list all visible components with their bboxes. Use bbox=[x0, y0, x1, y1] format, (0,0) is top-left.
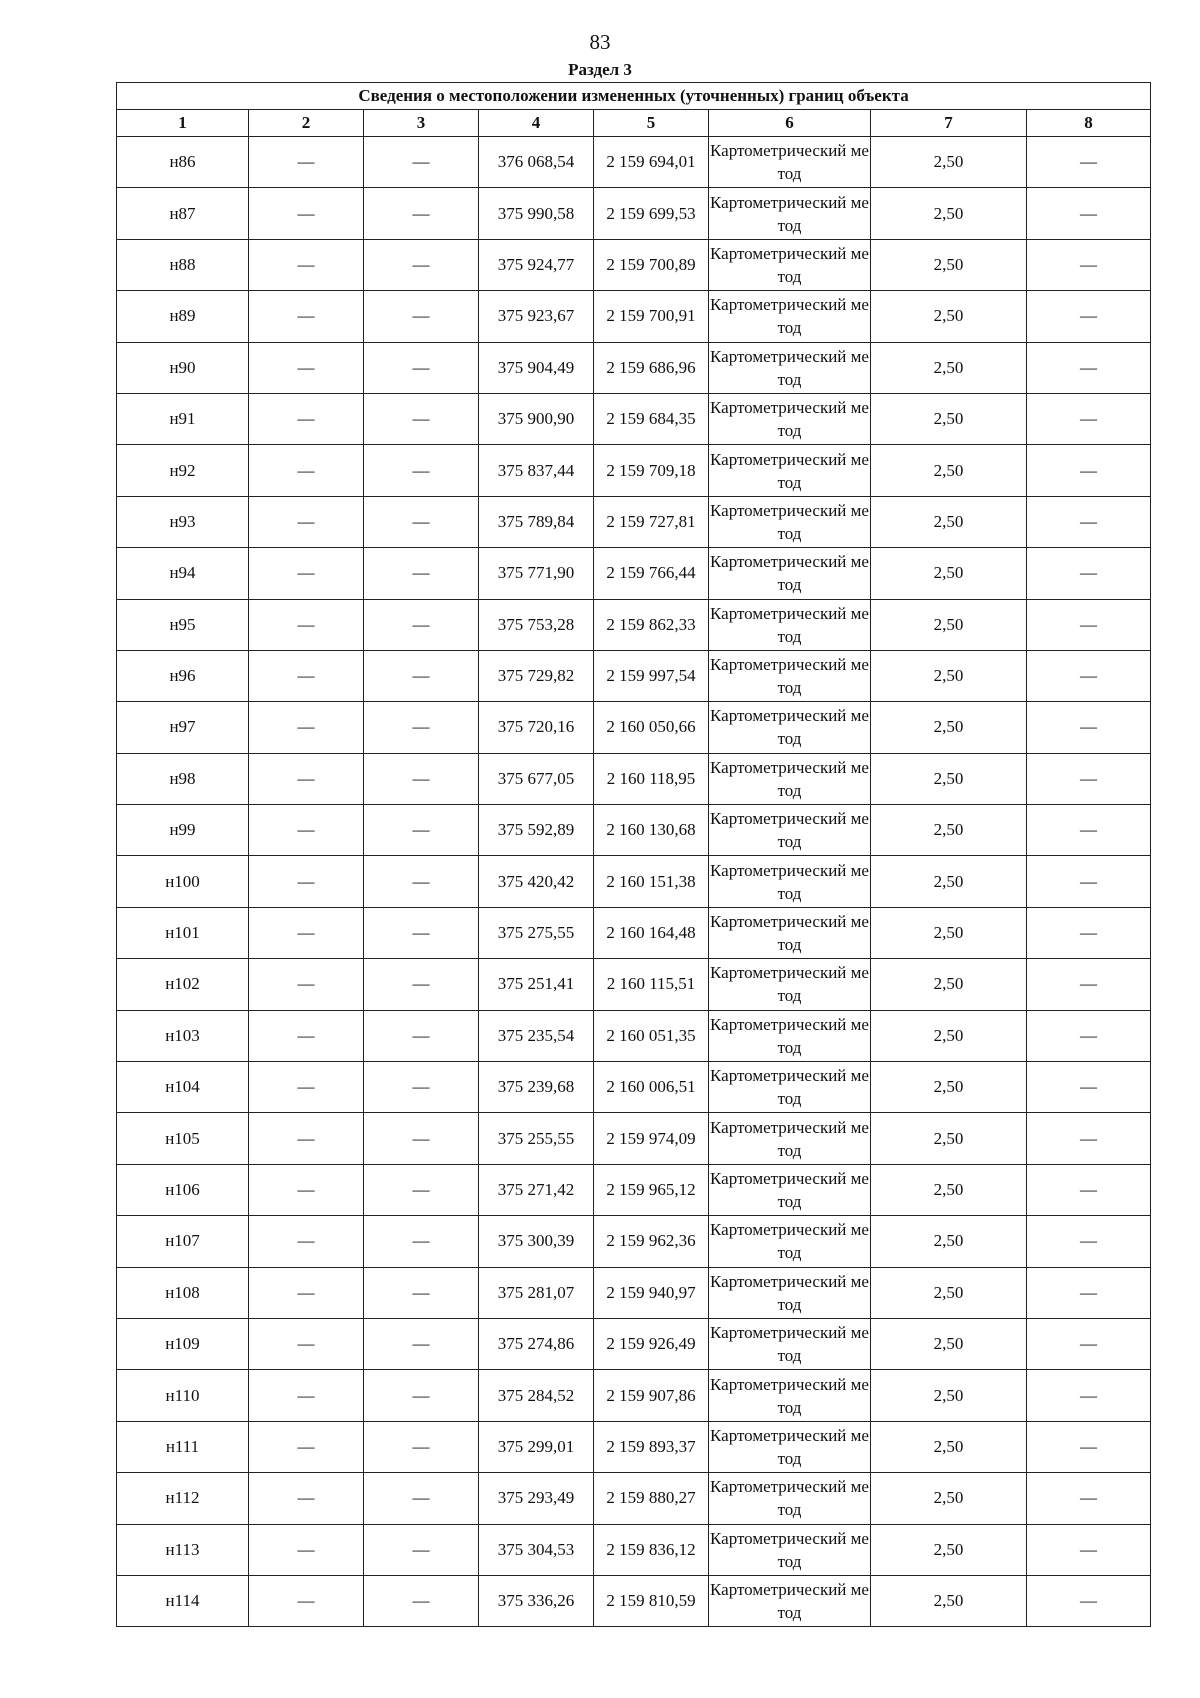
column-2-cell: — bbox=[249, 1524, 364, 1575]
accuracy-cell: 2,50 bbox=[871, 393, 1027, 444]
column-8-cell: — bbox=[1027, 548, 1151, 599]
accuracy-cell: 2,50 bbox=[871, 188, 1027, 239]
column-8-cell: — bbox=[1027, 907, 1151, 958]
column-3-cell: — bbox=[364, 445, 479, 496]
table-row bbox=[117, 1575, 1151, 1626]
accuracy-cell: 2,50 bbox=[871, 1473, 1027, 1524]
accuracy-cell: 2,50 bbox=[871, 1267, 1027, 1318]
x-coordinate-cell: 375 251,41 bbox=[479, 959, 594, 1010]
column-number-cell: 4 bbox=[479, 110, 594, 137]
column-2-cell: — bbox=[249, 496, 364, 547]
column-2-cell: — bbox=[249, 1113, 364, 1164]
column-3-cell: — bbox=[364, 753, 479, 804]
accuracy-cell: 2,50 bbox=[871, 1318, 1027, 1369]
x-coordinate-cell: 375 281,07 bbox=[479, 1267, 594, 1318]
method-cell: Картометрический метод bbox=[709, 1421, 871, 1472]
table-row bbox=[117, 548, 1151, 599]
column-3-cell: — bbox=[364, 805, 479, 856]
y-coordinate-cell: 2 160 118,95 bbox=[594, 753, 709, 804]
y-coordinate-cell: 2 159 926,49 bbox=[594, 1318, 709, 1369]
column-2-cell: — bbox=[249, 1370, 364, 1421]
column-3-cell: — bbox=[364, 1010, 479, 1061]
accuracy-cell: 2,50 bbox=[871, 342, 1027, 393]
method-cell: Картометрический метод bbox=[709, 1473, 871, 1524]
column-8-cell: — bbox=[1027, 291, 1151, 342]
accuracy-cell: 2,50 bbox=[871, 599, 1027, 650]
x-coordinate-cell: 375 235,54 bbox=[479, 1010, 594, 1061]
column-2-cell: — bbox=[249, 137, 364, 188]
accuracy-cell: 2,50 bbox=[871, 1216, 1027, 1267]
column-8-cell: — bbox=[1027, 137, 1151, 188]
column-3-cell: — bbox=[364, 1216, 479, 1267]
method-cell: Картометрический метод bbox=[709, 702, 871, 753]
method-cell: Картометрический метод bbox=[709, 137, 871, 188]
column-number-cell: 1 bbox=[117, 110, 249, 137]
column-8-cell: — bbox=[1027, 1421, 1151, 1472]
column-8-cell: — bbox=[1027, 650, 1151, 701]
column-2-cell: — bbox=[249, 548, 364, 599]
table-row bbox=[117, 856, 1151, 907]
accuracy-cell: 2,50 bbox=[871, 907, 1027, 958]
point-number-cell: н114 bbox=[117, 1575, 249, 1626]
method-cell: Картометрический метод bbox=[709, 496, 871, 547]
x-coordinate-cell: 375 771,90 bbox=[479, 548, 594, 599]
table-row bbox=[117, 239, 1151, 290]
column-2-cell: — bbox=[249, 1062, 364, 1113]
accuracy-cell: 2,50 bbox=[871, 137, 1027, 188]
x-coordinate-cell: 375 923,67 bbox=[479, 291, 594, 342]
x-coordinate-cell: 375 299,01 bbox=[479, 1421, 594, 1472]
point-number-cell: н113 bbox=[117, 1524, 249, 1575]
column-number-cell: 8 bbox=[1027, 110, 1151, 137]
method-cell: Картометрический метод bbox=[709, 907, 871, 958]
column-2-cell: — bbox=[249, 805, 364, 856]
x-coordinate-cell: 375 837,44 bbox=[479, 445, 594, 496]
method-cell: Картометрический метод bbox=[709, 1524, 871, 1575]
accuracy-cell: 2,50 bbox=[871, 1164, 1027, 1215]
method-cell: Картометрический метод bbox=[709, 959, 871, 1010]
column-8-cell: — bbox=[1027, 1524, 1151, 1575]
accuracy-cell: 2,50 bbox=[871, 496, 1027, 547]
method-cell: Картометрический метод bbox=[709, 1062, 871, 1113]
x-coordinate-cell: 375 271,42 bbox=[479, 1164, 594, 1215]
y-coordinate-cell: 2 159 893,37 bbox=[594, 1421, 709, 1472]
column-2-cell: — bbox=[249, 753, 364, 804]
y-coordinate-cell: 2 159 766,44 bbox=[594, 548, 709, 599]
method-cell: Картометрический метод bbox=[709, 753, 871, 804]
method-cell: Картометрический метод bbox=[709, 342, 871, 393]
point-number-cell: н95 bbox=[117, 599, 249, 650]
table-row bbox=[117, 805, 1151, 856]
column-3-cell: — bbox=[364, 1164, 479, 1215]
point-number-cell: н112 bbox=[117, 1473, 249, 1524]
method-cell: Картометрический метод bbox=[709, 1318, 871, 1369]
accuracy-cell: 2,50 bbox=[871, 1113, 1027, 1164]
column-8-cell: — bbox=[1027, 959, 1151, 1010]
table-row bbox=[117, 1267, 1151, 1318]
point-number-cell: н87 bbox=[117, 188, 249, 239]
point-number-cell: н106 bbox=[117, 1164, 249, 1215]
accuracy-cell: 2,50 bbox=[871, 650, 1027, 701]
method-cell: Картометрический метод bbox=[709, 1575, 871, 1626]
table-row bbox=[117, 291, 1151, 342]
x-coordinate-cell: 375 239,68 bbox=[479, 1062, 594, 1113]
column-3-cell: — bbox=[364, 650, 479, 701]
x-coordinate-cell: 375 293,49 bbox=[479, 1473, 594, 1524]
y-coordinate-cell: 2 160 164,48 bbox=[594, 907, 709, 958]
column-3-cell: — bbox=[364, 1062, 479, 1113]
accuracy-cell: 2,50 bbox=[871, 445, 1027, 496]
y-coordinate-cell: 2 159 684,35 bbox=[594, 393, 709, 444]
accuracy-cell: 2,50 bbox=[871, 702, 1027, 753]
column-2-cell: — bbox=[249, 907, 364, 958]
y-coordinate-cell: 2 159 700,91 bbox=[594, 291, 709, 342]
column-2-cell: — bbox=[249, 239, 364, 290]
y-coordinate-cell: 2 160 050,66 bbox=[594, 702, 709, 753]
y-coordinate-cell: 2 159 727,81 bbox=[594, 496, 709, 547]
column-2-cell: — bbox=[249, 1575, 364, 1626]
column-3-cell: — bbox=[364, 1370, 479, 1421]
y-coordinate-cell: 2 159 965,12 bbox=[594, 1164, 709, 1215]
table-row bbox=[117, 137, 1151, 188]
method-cell: Картометрический метод bbox=[709, 239, 871, 290]
y-coordinate-cell: 2 160 130,68 bbox=[594, 805, 709, 856]
page-number: 83 bbox=[589, 30, 611, 54]
y-coordinate-cell: 2 160 151,38 bbox=[594, 856, 709, 907]
point-number-cell: н109 bbox=[117, 1318, 249, 1369]
point-number-cell: н107 bbox=[117, 1216, 249, 1267]
column-8-cell: — bbox=[1027, 1318, 1151, 1369]
column-2-cell: — bbox=[249, 1164, 364, 1215]
column-8-cell: — bbox=[1027, 239, 1151, 290]
column-3-cell: — bbox=[364, 548, 479, 599]
column-8-cell: — bbox=[1027, 1113, 1151, 1164]
method-cell: Картометрический метод bbox=[709, 548, 871, 599]
column-number-cell: 2 bbox=[249, 110, 364, 137]
point-number-cell: н96 bbox=[117, 650, 249, 701]
point-number-cell: н91 bbox=[117, 393, 249, 444]
point-number-cell: н101 bbox=[117, 907, 249, 958]
column-3-cell: — bbox=[364, 702, 479, 753]
column-8-cell: — bbox=[1027, 393, 1151, 444]
point-number-cell: н92 bbox=[117, 445, 249, 496]
y-coordinate-cell: 2 159 862,33 bbox=[594, 599, 709, 650]
table-row bbox=[117, 1062, 1151, 1113]
accuracy-cell: 2,50 bbox=[871, 753, 1027, 804]
method-cell: Картометрический метод bbox=[709, 1113, 871, 1164]
point-number-cell: н103 bbox=[117, 1010, 249, 1061]
method-cell: Картометрический метод bbox=[709, 1370, 871, 1421]
method-cell: Картометрический метод bbox=[709, 1010, 871, 1061]
section-title: Раздел 3 bbox=[568, 60, 632, 79]
column-2-cell: — bbox=[249, 1216, 364, 1267]
column-8-cell: — bbox=[1027, 753, 1151, 804]
column-8-cell: — bbox=[1027, 1575, 1151, 1626]
column-3-cell: — bbox=[364, 1267, 479, 1318]
column-8-cell: — bbox=[1027, 1370, 1151, 1421]
column-2-cell: — bbox=[249, 291, 364, 342]
column-8-cell: — bbox=[1027, 599, 1151, 650]
point-number-cell: н108 bbox=[117, 1267, 249, 1318]
x-coordinate-cell: 375 275,55 bbox=[479, 907, 594, 958]
x-coordinate-cell: 375 904,49 bbox=[479, 342, 594, 393]
point-number-cell: н97 bbox=[117, 702, 249, 753]
y-coordinate-cell: 2 159 940,97 bbox=[594, 1267, 709, 1318]
y-coordinate-cell: 2 160 006,51 bbox=[594, 1062, 709, 1113]
column-2-cell: — bbox=[249, 702, 364, 753]
accuracy-cell: 2,50 bbox=[871, 239, 1027, 290]
method-cell: Картометрический метод bbox=[709, 650, 871, 701]
y-coordinate-cell: 2 159 836,12 bbox=[594, 1524, 709, 1575]
point-number-cell: н102 bbox=[117, 959, 249, 1010]
column-number-cell: 6 bbox=[709, 110, 871, 137]
column-2-cell: — bbox=[249, 1267, 364, 1318]
y-coordinate-cell: 2 160 115,51 bbox=[594, 959, 709, 1010]
table-row bbox=[117, 1524, 1151, 1575]
x-coordinate-cell: 375 336,26 bbox=[479, 1575, 594, 1626]
column-3-cell: — bbox=[364, 496, 479, 547]
table-row bbox=[117, 1164, 1151, 1215]
y-coordinate-cell: 2 159 810,59 bbox=[594, 1575, 709, 1626]
y-coordinate-cell: 2 159 880,27 bbox=[594, 1473, 709, 1524]
table-row bbox=[117, 445, 1151, 496]
point-number-cell: н111 bbox=[117, 1421, 249, 1472]
column-3-cell: — bbox=[364, 291, 479, 342]
x-coordinate-cell: 375 900,90 bbox=[479, 393, 594, 444]
y-coordinate-cell: 2 159 686,96 bbox=[594, 342, 709, 393]
column-number-row bbox=[117, 110, 1151, 137]
x-coordinate-cell: 375 990,58 bbox=[479, 188, 594, 239]
method-cell: Картометрический метод bbox=[709, 445, 871, 496]
column-2-cell: — bbox=[249, 599, 364, 650]
column-8-cell: — bbox=[1027, 342, 1151, 393]
column-8-cell: — bbox=[1027, 496, 1151, 547]
column-3-cell: — bbox=[364, 1473, 479, 1524]
x-coordinate-cell: 375 753,28 bbox=[479, 599, 594, 650]
point-number-cell: н104 bbox=[117, 1062, 249, 1113]
column-number-cell: 5 bbox=[594, 110, 709, 137]
column-8-cell: — bbox=[1027, 856, 1151, 907]
column-3-cell: — bbox=[364, 188, 479, 239]
column-2-cell: — bbox=[249, 1010, 364, 1061]
x-coordinate-cell: 375 300,39 bbox=[479, 1216, 594, 1267]
method-cell: Картометрический метод bbox=[709, 1216, 871, 1267]
table-row bbox=[117, 1370, 1151, 1421]
column-3-cell: — bbox=[364, 1421, 479, 1472]
table-row bbox=[117, 1113, 1151, 1164]
y-coordinate-cell: 2 160 051,35 bbox=[594, 1010, 709, 1061]
accuracy-cell: 2,50 bbox=[871, 1370, 1027, 1421]
method-cell: Картометрический метод bbox=[709, 188, 871, 239]
accuracy-cell: 2,50 bbox=[871, 1575, 1027, 1626]
x-coordinate-cell: 375 789,84 bbox=[479, 496, 594, 547]
table-row bbox=[117, 650, 1151, 701]
method-cell: Картометрический метод bbox=[709, 599, 871, 650]
x-coordinate-cell: 375 729,82 bbox=[479, 650, 594, 701]
column-3-cell: — bbox=[364, 1524, 479, 1575]
method-cell: Картометрический метод bbox=[709, 1164, 871, 1215]
x-coordinate-cell: 375 420,42 bbox=[479, 856, 594, 907]
accuracy-cell: 2,50 bbox=[871, 805, 1027, 856]
table-row bbox=[117, 959, 1151, 1010]
y-coordinate-cell: 2 159 962,36 bbox=[594, 1216, 709, 1267]
x-coordinate-cell: 375 255,55 bbox=[479, 1113, 594, 1164]
column-8-cell: — bbox=[1027, 805, 1151, 856]
accuracy-cell: 2,50 bbox=[871, 856, 1027, 907]
column-2-cell: — bbox=[249, 856, 364, 907]
point-number-cell: н105 bbox=[117, 1113, 249, 1164]
method-cell: Картометрический метод bbox=[709, 805, 871, 856]
column-8-cell: — bbox=[1027, 702, 1151, 753]
column-3-cell: — bbox=[364, 599, 479, 650]
y-coordinate-cell: 2 159 974,09 bbox=[594, 1113, 709, 1164]
table-row bbox=[117, 342, 1151, 393]
table-row bbox=[117, 496, 1151, 547]
accuracy-cell: 2,50 bbox=[871, 959, 1027, 1010]
x-coordinate-cell: 375 924,77 bbox=[479, 239, 594, 290]
point-number-cell: н88 bbox=[117, 239, 249, 290]
column-2-cell: — bbox=[249, 342, 364, 393]
method-cell: Картометрический метод bbox=[709, 393, 871, 444]
accuracy-cell: 2,50 bbox=[871, 291, 1027, 342]
column-8-cell: — bbox=[1027, 1010, 1151, 1061]
column-8-cell: — bbox=[1027, 1062, 1151, 1113]
point-number-cell: н94 bbox=[117, 548, 249, 599]
column-8-cell: — bbox=[1027, 1267, 1151, 1318]
point-number-cell: н98 bbox=[117, 753, 249, 804]
table-row bbox=[117, 1318, 1151, 1369]
column-2-cell: — bbox=[249, 1421, 364, 1472]
column-3-cell: — bbox=[364, 393, 479, 444]
column-8-cell: — bbox=[1027, 1216, 1151, 1267]
table-row bbox=[117, 702, 1151, 753]
y-coordinate-cell: 2 159 709,18 bbox=[594, 445, 709, 496]
y-coordinate-cell: 2 159 907,86 bbox=[594, 1370, 709, 1421]
y-coordinate-cell: 2 159 700,89 bbox=[594, 239, 709, 290]
accuracy-cell: 2,50 bbox=[871, 1421, 1027, 1472]
point-number-cell: н100 bbox=[117, 856, 249, 907]
x-coordinate-cell: 375 592,89 bbox=[479, 805, 594, 856]
table-caption: Сведения о местоположении измененных (уточненных) границ объекта bbox=[117, 83, 1151, 110]
table-row bbox=[117, 599, 1151, 650]
column-3-cell: — bbox=[364, 907, 479, 958]
x-coordinate-cell: 375 274,86 bbox=[479, 1318, 594, 1369]
column-number-cell: 7 bbox=[871, 110, 1027, 137]
x-coordinate-cell: 376 068,54 bbox=[479, 137, 594, 188]
table-row bbox=[117, 188, 1151, 239]
column-3-cell: — bbox=[364, 959, 479, 1010]
accuracy-cell: 2,50 bbox=[871, 1062, 1027, 1113]
column-number-cell: 3 bbox=[364, 110, 479, 137]
x-coordinate-cell: 375 284,52 bbox=[479, 1370, 594, 1421]
column-8-cell: — bbox=[1027, 1164, 1151, 1215]
column-8-cell: — bbox=[1027, 188, 1151, 239]
table-body bbox=[117, 137, 1151, 1627]
point-number-cell: н99 bbox=[117, 805, 249, 856]
column-2-cell: — bbox=[249, 393, 364, 444]
column-3-cell: — bbox=[364, 1318, 479, 1369]
point-number-cell: н110 bbox=[117, 1370, 249, 1421]
column-3-cell: — bbox=[364, 856, 479, 907]
table-row bbox=[117, 1216, 1151, 1267]
column-3-cell: — bbox=[364, 342, 479, 393]
table-row bbox=[117, 1473, 1151, 1524]
table-row bbox=[117, 753, 1151, 804]
column-3-cell: — bbox=[364, 1113, 479, 1164]
method-cell: Картометрический метод bbox=[709, 291, 871, 342]
column-3-cell: — bbox=[364, 137, 479, 188]
x-coordinate-cell: 375 677,05 bbox=[479, 753, 594, 804]
column-8-cell: — bbox=[1027, 445, 1151, 496]
column-2-cell: — bbox=[249, 959, 364, 1010]
table-row bbox=[117, 393, 1151, 444]
column-2-cell: — bbox=[249, 445, 364, 496]
y-coordinate-cell: 2 159 997,54 bbox=[594, 650, 709, 701]
method-cell: Картометрический метод bbox=[709, 1267, 871, 1318]
x-coordinate-cell: 375 720,16 bbox=[479, 702, 594, 753]
table-row bbox=[117, 907, 1151, 958]
column-2-cell: — bbox=[249, 1473, 364, 1524]
point-number-cell: н90 bbox=[117, 342, 249, 393]
point-number-cell: н89 bbox=[117, 291, 249, 342]
method-cell: Картометрический метод bbox=[709, 856, 871, 907]
boundary-coordinates-table bbox=[116, 82, 1151, 1627]
point-number-cell: н93 bbox=[117, 496, 249, 547]
x-coordinate-cell: 375 304,53 bbox=[479, 1524, 594, 1575]
accuracy-cell: 2,50 bbox=[871, 1010, 1027, 1061]
column-3-cell: — bbox=[364, 239, 479, 290]
column-2-cell: — bbox=[249, 1318, 364, 1369]
column-3-cell: — bbox=[364, 1575, 479, 1626]
accuracy-cell: 2,50 bbox=[871, 548, 1027, 599]
y-coordinate-cell: 2 159 694,01 bbox=[594, 137, 709, 188]
y-coordinate-cell: 2 159 699,53 bbox=[594, 188, 709, 239]
column-2-cell: — bbox=[249, 188, 364, 239]
table-row bbox=[117, 1421, 1151, 1472]
column-8-cell: — bbox=[1027, 1473, 1151, 1524]
point-number-cell: н86 bbox=[117, 137, 249, 188]
table-row bbox=[117, 1010, 1151, 1061]
accuracy-cell: 2,50 bbox=[871, 1524, 1027, 1575]
column-2-cell: — bbox=[249, 650, 364, 701]
